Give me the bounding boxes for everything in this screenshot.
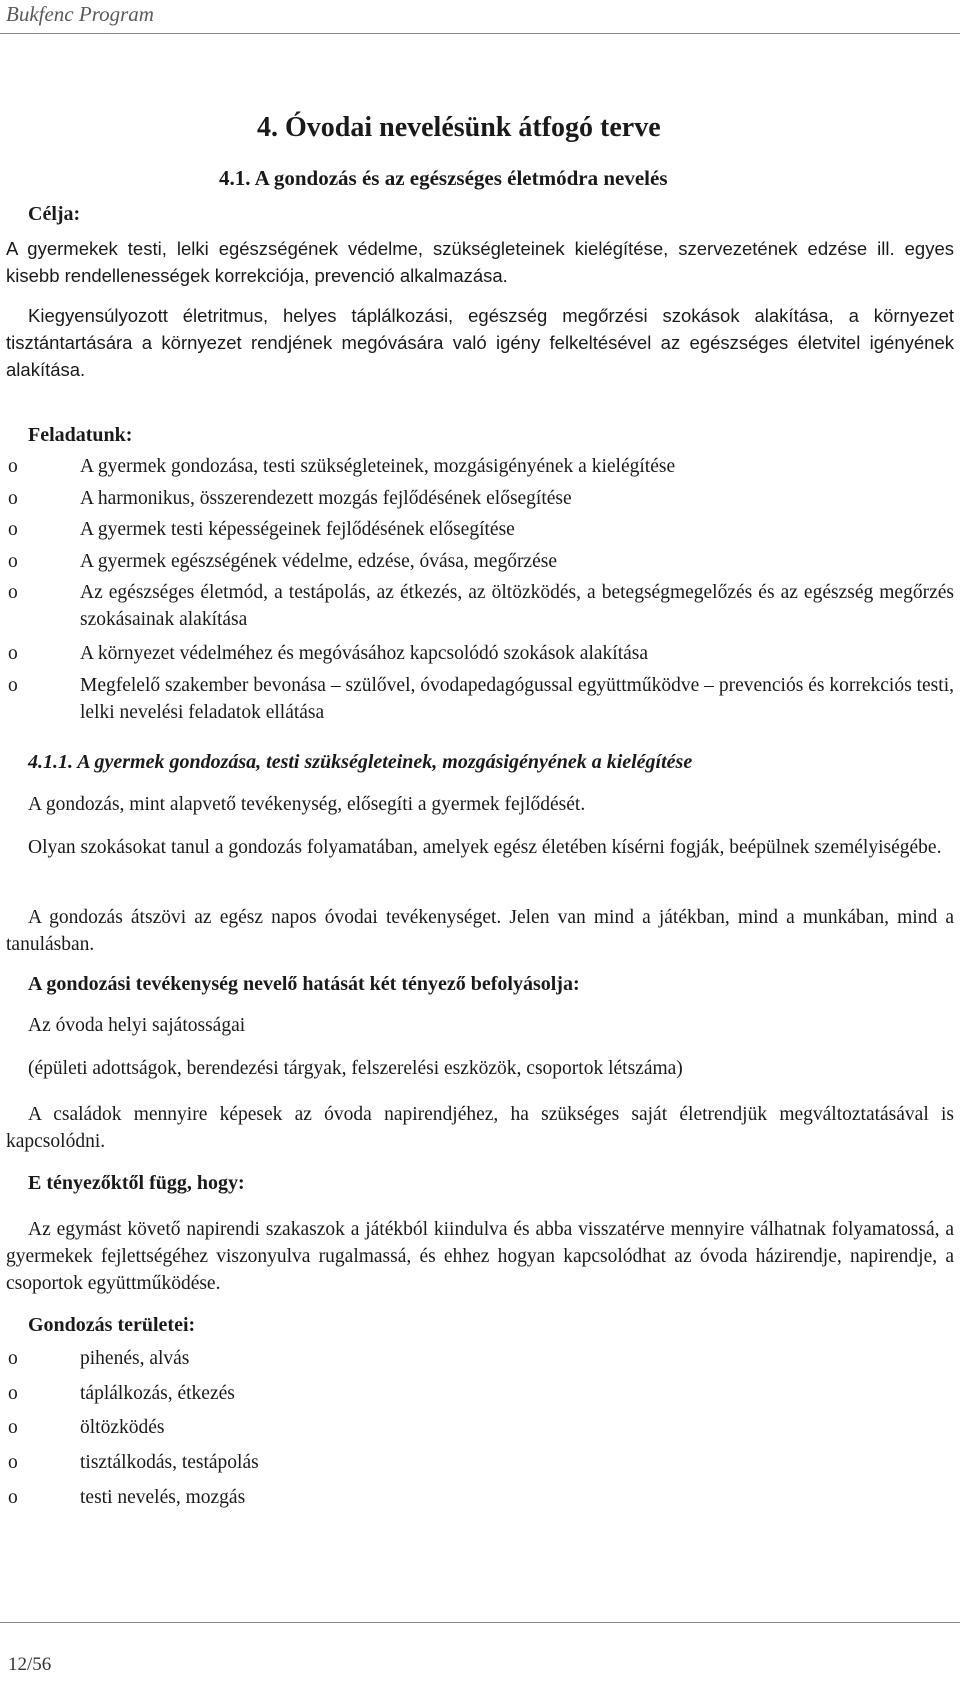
- bullet-icon: o: [8, 1417, 18, 1438]
- page-number: 12/56: [8, 1654, 52, 1675]
- list-item-text: Az egészséges életmód, a testápolás, az étkezés, az öltözködés, a betegségmegelőzés és az egészség megőrzés szokásainak alakítása: [80, 582, 954, 630]
- list-item-text: A gyermek gondozása, testi szükségleteinek, mozgásigényének a kielégítése: [80, 456, 676, 477]
- footer-rule: [0, 1622, 960, 1623]
- list-item-text: tisztálkodás, testápolás: [80, 1452, 259, 1473]
- subsection-heading: 4.1.1. A gyermek gondozása, testi szükségleteinek, mozgásigényének a kielégítése: [28, 751, 693, 773]
- running-header: Bukfenc Program: [6, 2, 154, 26]
- list-item-text: Megfelelő szakember bevonása – szülővel, óvodapedagógussal együttműködve – prevenciós és korrekciós testi, lelki nevelési feladatok ellátása: [80, 675, 954, 723]
- factor-one-detail: (épületi adottságok, berendezési tárgyak, felszerelési eszközök, csoportok létszáma): [28, 1058, 683, 1079]
- chapter-heading: 4. Óvodai nevelésünk átfogó terve: [257, 112, 661, 143]
- list-item-text: pihenés, alvás: [80, 1348, 190, 1369]
- goal-paragraph: Kiegyensúlyozott életritmus, helyes táplálkozási, egészség megőrzési szokások alakítása, a környezet tisztántartására a környezet rendjének megóvására való igény felkeltésével az egészséges életvitel igényének alakítása.: [6, 305, 954, 380]
- list-item-text: A harmonikus, összerendezett mozgás fejlődésének elősegítése: [80, 488, 572, 509]
- list-item-text: táplálkozás, étkezés: [80, 1383, 235, 1404]
- list-item-text: öltözködés: [80, 1417, 165, 1438]
- bullet-icon: o: [8, 456, 18, 477]
- body-paragraph: A gondozás átszövi az egész napos óvodai tevékenységet. Jelen van mind a játékban, mind a munkában, mind a tanulásban.: [6, 907, 954, 955]
- factor-two: A családok mennyire képesek az óvoda napirendjéhez, ha szükséges saját életrendjük megváltoztatásával is kapcsolódni.: [6, 1104, 954, 1152]
- bullet-icon: o: [8, 1487, 18, 1508]
- list-item-text: A gyermek testi képességeinek fejlődésének elősegítése: [80, 519, 515, 540]
- bullet-icon: o: [8, 1452, 18, 1473]
- areas-label: Gondozás területei:: [28, 1314, 196, 1336]
- depends-heading: E tényezőktől függ, hogy:: [28, 1172, 245, 1194]
- factor-one: Az óvoda helyi sajátosságai: [28, 1015, 246, 1036]
- body-paragraph: A gondozás, mint alapvető tevékenység, elősegíti a gyermek fejlődését.: [28, 794, 586, 815]
- list-item-text: A környezet védelméhez és megóvásához kapcsolódó szokások alakítása: [80, 643, 649, 664]
- list-item-text: testi nevelés, mozgás: [80, 1487, 246, 1508]
- section-heading: 4.1. A gondozás és az egészséges életmódra nevelés: [219, 166, 668, 190]
- list-item-text: A gyermek egészségének védelme, edzése, óvása, megőrzése: [80, 551, 557, 572]
- bullet-icon: o: [8, 582, 18, 603]
- goal-label: Célja:: [28, 203, 81, 225]
- bullet-icon: o: [8, 643, 18, 664]
- bullet-icon: o: [8, 675, 18, 696]
- bullet-icon: o: [8, 519, 18, 540]
- bullet-icon: o: [8, 1348, 18, 1369]
- depends-paragraph: Az egymást követő napirendi szakaszok a játékból kiindulva és abba visszatérve mennyire válhatnak folyamatossá, a gyermekek fejlettségéhez viszonyulva rugalmassá, és ehhez hogyan kapcsolódhat az óvoda házirendje, napirendje, a csoportok együttműködése.: [6, 1219, 954, 1294]
- goal-paragraph: A gyermekek testi, lelki egészségének védelme, szükségleteinek kielégítése, szervezetének edzése ill. egyes kisebb rendellenességek korrekciója, prevenció alkalmazása.: [6, 238, 954, 286]
- header-rule: [0, 33, 960, 34]
- bullet-icon: o: [8, 488, 18, 509]
- bullet-icon: o: [8, 551, 18, 572]
- tasks-label: Feladatunk:: [28, 424, 133, 446]
- bullet-icon: o: [8, 1383, 18, 1404]
- body-paragraph: Olyan szokásokat tanul a gondozás folyamatában, amelyek egész életében kísérni fogják, beépülnek személyiségébe.: [28, 837, 942, 858]
- factors-heading: A gondozási tevékenység nevelő hatását két tényező befolyásolja:: [28, 973, 580, 995]
